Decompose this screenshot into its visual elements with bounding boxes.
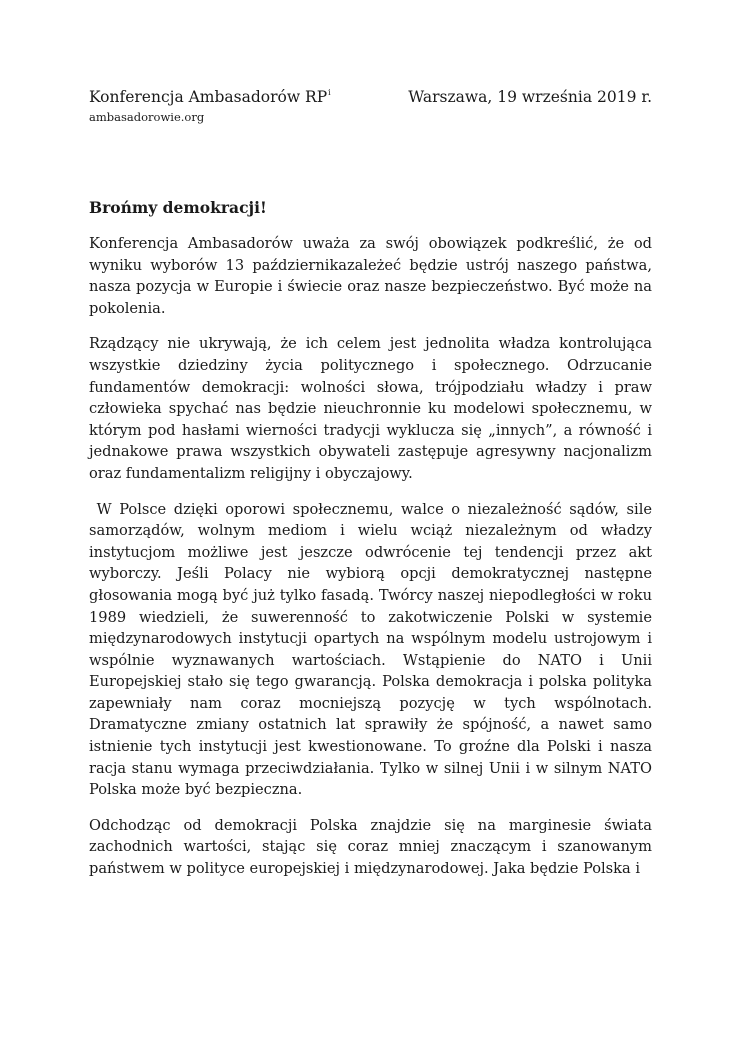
footnote-marker: i xyxy=(328,87,331,97)
dateline: Warszawa, 19 września 2019 r. xyxy=(408,88,652,106)
paragraph-3: W Polsce dzięki oporowi społecznemu, walce o niezależność sądów, sile samorządów, wolnym mediom i wielu wciąż niezależnym od władzy instytucjom możliwe jest jeszcze odwrócenie tej tendencji przez akt wyborczy. Jeśli Polacy nie wybiorą opcji demokratycznej następne głosowania mogą być już tylko fasadą. Twórcy naszej niepodległości w roku 1989 wiedzieli, że suwerenność to zakotwiczenie Polski w systemie międzynarodowych instytucji opartych na wspólnym modelu ustrojowym i wspólnie wyznawanych wartościach. Wstąpienie do NATO i Unii Europejskiej stało się tego gwarancją. Polska demokracja i polska polityka zapewniały nam coraz mocniejszą pozycję w tych wspólnotach. Dramatyczne zmiany ostatnich lat sprawiły że spójność, a nawet samo istnienie tych instytucji jest kwestionowane. To groźne dla Polski i nasza racja stanu wymaga przeciwdziałania. Tylko w silnej Unii i w silnym NATO Polska może być bezpieczna. xyxy=(89,500,657,799)
website-text: ambasadorowie.org xyxy=(89,110,205,124)
letter-body xyxy=(89,197,657,894)
letter-header xyxy=(89,88,652,128)
paragraph-1: Konferencja Ambasadorów uważa za swój obowiązek podkreślić, że od wyniku wyborów 13 październikazależeć będzie ustrój naszego państwa, nasza pozycja w Europie i świecie oraz nasze bezpieczeństwo. Być może na pokolenia. xyxy=(89,235,652,317)
organization-name xyxy=(89,88,331,106)
paragraph-2: Rządzący nie ukrywają, że ich celem jest jednolita władza kontrolująca wszystkie dziedziny życia politycznego i społecznego. Odrzucanie fundamentów demokracji: wolności słowa, trójpodziału władzy i praw człowieka spychać nas będzie nieuchronnie ku modelowi społecznemu, w którym pod hasłami wierności tradycji wyklucza się „innych”, a równość i jednakowe prawa wszystkich obywateli zastępuje agresywny nacjonalizm oraz fundamentalizm religijny i obyczajowy. xyxy=(89,335,652,482)
organization-text: Konferencja Ambasadorów RP xyxy=(89,88,328,106)
document-title: Brońmy demokracji! xyxy=(89,198,267,217)
paragraph-4: Odchodząc od demokracji Polska znajdzie się na marginesie świata zachodnich wartości, stając się coraz mniej znaczącym i szanowanym państwem w polityce europejskiej i międzynarodowej. Jaka będzie Polska i xyxy=(89,816,652,878)
